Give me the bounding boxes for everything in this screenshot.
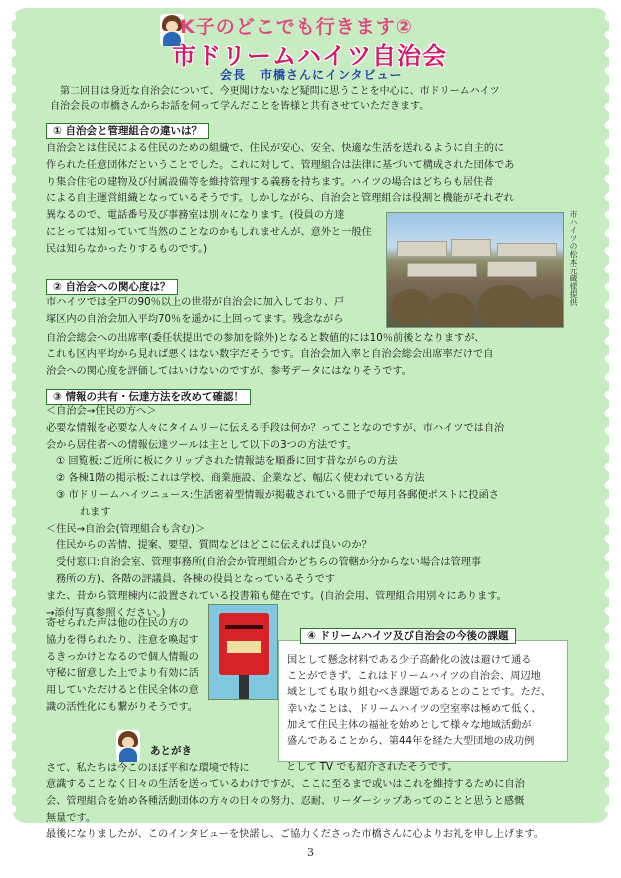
section2-body	[46, 295, 576, 381]
text-line: 無量です。	[46, 812, 97, 824]
afterword-heading: あとがき	[150, 745, 192, 757]
main-title: 市ドリームハイツ自治会	[172, 42, 447, 70]
text-line: ＜自治会→住民の方へ＞	[46, 406, 157, 417]
section2-heading: ② 自治会への関心度は？	[46, 279, 178, 295]
text-line: 異なるので、電話番号及び事務室は別々になります。(役員の方達	[46, 210, 345, 222]
page-number: 3	[307, 846, 314, 859]
text-line: 用していただけると住民全体の意	[46, 685, 199, 697]
text-line: 民は知らなかったりするものです。)	[46, 243, 208, 255]
list-item: ③ 市ドリームハイツニュース:生活密着型情報が掲載されている冊子で毎月各郵便ポストに投函さ	[56, 489, 499, 501]
text-line: 必要な情報を必要な人々にタイムリーに伝える手段は何か？ってことなのですが、市ハイツでは自治	[46, 422, 505, 434]
text-line: 受付窓口:自治会室、管理事務所(自治会か管理組合かどちらの管轄か分からない場合は管理事	[56, 557, 482, 569]
text-line: 意識することなく日々の生活を送っているわけですが、ここに至るまで或いはこれを維持するために自治	[46, 779, 525, 790]
perforated-edge-right	[604, 8, 614, 823]
subtitle-name: 市橋さんにインタビュー	[260, 68, 403, 82]
section4-last-line: として TV でも紹介されたそうです。	[286, 762, 458, 773]
text-line: 務所の方)、各階の評議員、各棟の役員となっているそうです	[56, 573, 336, 585]
text-line: 寄せられた声は他の住民の方の	[46, 618, 189, 629]
text-line: →添付写真参照ください。)	[46, 607, 166, 619]
text-line: 自治会総会への出席率(委任状提出での参加を除外)となると数値的には10％前後となりますが、	[46, 332, 485, 344]
list-item: れます	[80, 506, 111, 518]
text-line: り集合住宅の建物及び付属設備等を維持管理する義務を持ちます。ハイツの場合はどちらも居住者	[46, 176, 494, 188]
text-line: 幸いなことは、ドリームハイツの空室率は極めて低く、	[287, 703, 542, 715]
photo-caption: 市ハイツの松本元蔵様提供	[569, 210, 578, 306]
subtitle-role: 会長	[220, 68, 247, 82]
text-line: 治会への関心度を評価してはいけないのですが、参考データにはなりそうです。	[46, 366, 412, 378]
intro-line: 自治会長の市橋さんからお話を伺って学んだことを皆様と共有させていただきます。	[50, 101, 430, 112]
avatar-girl-icon	[116, 730, 140, 762]
text-line: 最後になりましたが、このインタビューを快諾し、ご協力くださった市橋さんに心よりお礼を申し上げます。	[46, 829, 544, 841]
list-item: ② 各棟1階の掲示板:これは学校、商業施設、企業など、幅広く使われている方法	[56, 473, 425, 485]
intro-line: 第二回目は身近な自治会について、今更聞けないなど疑問に思うことを中心に、市ドリームハイツ	[60, 86, 500, 97]
text-line: ＜住民→自治会(管理組合も含む)＞	[46, 523, 206, 535]
text-line: ことができず、これはドリームハイツの自治会、周辺地	[287, 671, 541, 683]
text-line: 住民からの苦情、提案、要望、質問などはどこに伝えれば良いのか？	[56, 540, 372, 552]
list-item: ① 回覧板:ご近所に板にクリップされた情報誌を順番に回す昔ながらの方法	[56, 456, 398, 468]
section3-body	[46, 404, 576, 622]
text-line: による自主運営組織となっているそうです。しかしながら、自治会と管理組合は役割と機能がそれぞれ	[46, 193, 514, 205]
series-title: K子のどこでも行きます②	[180, 16, 413, 38]
text-line: 市ハイツでは全戸の90％以上の世帯が自治会に加入しており、戸	[46, 297, 345, 308]
subtitle	[220, 66, 417, 83]
text-line: 作られた任意団体だということでした。これに対して、管理組合は法律に基づいて構成された団体であ	[46, 159, 515, 171]
text-line: 自治会とは住民による住民のための組織で、住民が安心、安全、快適な生活を送れるように自主的に	[46, 143, 505, 154]
text-line: にとっては知っていて当然のことなのかもしれませんが、意外と一般住	[46, 226, 372, 238]
section3-body-cont	[46, 616, 208, 717]
afterword-first-line: さて、私たちは今このほぼ平和な環境で特に	[46, 763, 250, 774]
text-line: 守秘に留意した上でより有効に活	[46, 668, 199, 680]
text-line: 識の活性化にも繋がりそうです。	[46, 701, 198, 713]
text-line: るきっかけとなるので個人情報の	[46, 651, 199, 663]
text-line: 盛んであることから、第44年を経た大型団地の成功例	[287, 736, 535, 748]
text-line: 会、管理組合を始め各種活動団体の方々の日々の努力、忍耐、リーダーシップあってのことと思うと感慨	[46, 795, 525, 807]
section3-heading: ③ 情報の共有・伝達方法を改めて確認！	[46, 389, 251, 405]
afterword-body	[46, 777, 586, 844]
suggestion-box-photo	[208, 604, 278, 700]
text-line: また、昔から管理棟内に設置されている投書箱も健在です。(自治会用、管理組合用別々にあります。	[46, 590, 507, 602]
text-line: 協力を得られたり、注意を喚起す	[46, 634, 199, 646]
text-line: 域としても取り組むべき課題であるとのことです。ただ、	[287, 687, 552, 699]
section1-heading: ① 自治会と管理組合の違いは？	[46, 123, 209, 139]
text-line: これも区内平均から見れば悪くはない数字だそうです。自治会加入率と自治会総会出席率だけで自	[46, 349, 494, 361]
section4-box	[278, 640, 568, 762]
text-line: 加えて住民主体の福祉を始めとして様々な地域活動が	[287, 719, 532, 731]
text-line: 塚区内の自治会加入平均70％を遥かに上回ってます。残念ながら	[46, 313, 344, 325]
text-line: 国として懸念材料である少子高齢化の波は避けて通る	[287, 655, 532, 666]
section4-heading: ④ ドリームハイツ及び自治会の今後の課題	[300, 628, 516, 644]
intro-paragraph	[50, 84, 560, 114]
text-line: 会から居住者への情報伝達ツールは主として以下の3つの方法です。	[46, 439, 358, 451]
perforated-edge-left	[7, 8, 17, 823]
